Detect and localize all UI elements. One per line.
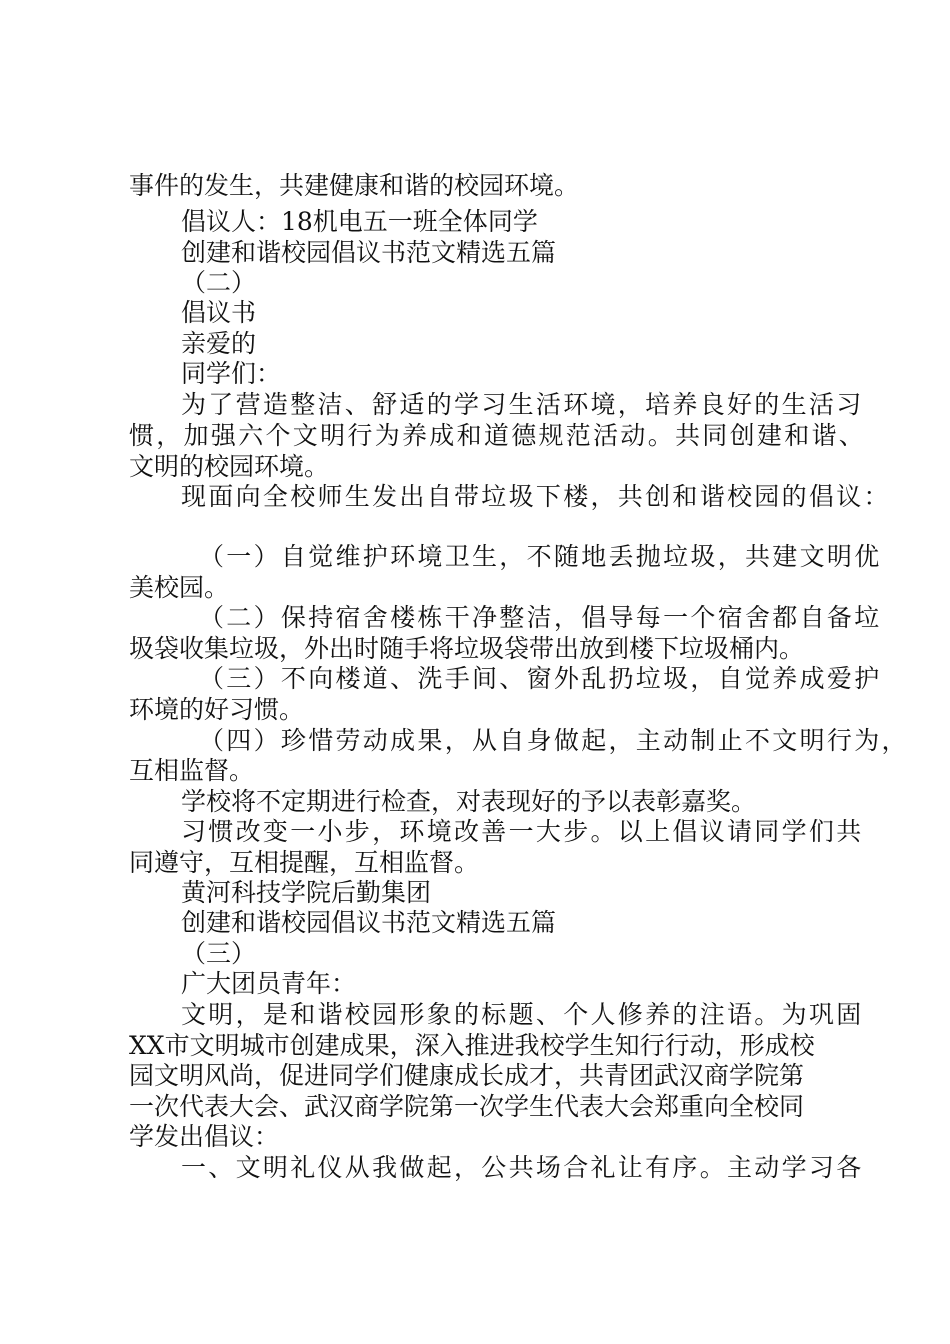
text-line: 倡议人：18机电五一班全体同学 — [181, 207, 538, 236]
text-line: 惯，加强六个文明行为养成和道德规范活动。共同创建和谐、 — [129, 421, 867, 450]
text-line: （一）自觉维护环境卫生，不随地丢抛垃圾，共建文明优 — [199, 542, 882, 571]
text-line: （三）不向楼道、洗手间、窗外乱扔垃圾，自觉养成爱护 — [199, 664, 882, 693]
text-line: 广大团员青年： — [181, 969, 357, 998]
text-line: 亲爱的 — [181, 329, 257, 358]
text-line: （四）珍惜劳动成果，从自身做起，主动制止不文明行为， — [199, 726, 909, 755]
text-line: XX市文明城市创建成果，深入推进我校学生知行行动，形成校 — [129, 1031, 815, 1060]
text-line: 倡议书 — [181, 298, 257, 327]
text-line: 事件的发生，共建健康和谐的校园环境。 — [129, 171, 580, 200]
text-line: 同遵守，互相提醒，互相监督。 — [129, 848, 480, 877]
text-line: 园文明风尚，促进同学们健康成长成才，共青团武汉商学院第 — [129, 1061, 805, 1090]
text-line: 为了营造整洁、舒适的学习生活环境，培养良好的生活习 — [181, 390, 864, 419]
text-line: 创建和谐校园倡议书范文精选五篇 — [181, 908, 557, 937]
text-line: 学发出倡议： — [129, 1122, 280, 1151]
text-line: 文明，是和谐校园形象的标题、个人修养的注语。为巩固 — [181, 1000, 864, 1029]
text-line: 互相监督。 — [129, 756, 255, 785]
text-line: 一次代表大会、武汉商学院第一次学生代表大会郑重向全校同 — [129, 1092, 805, 1121]
text-line: 一、文明礼仪从我做起，公共场合礼让有序。主动学习各 — [181, 1153, 864, 1182]
text-line: 现面向全校师生发出自带垃圾下楼，共创和谐校园的倡议： — [181, 482, 891, 511]
text-line: 美校园。 — [129, 573, 230, 602]
text-line: 黄河科技学院后勤集团 — [181, 878, 432, 907]
text-line: 环境的好习惯。 — [129, 695, 305, 724]
text-line: 习惯改变一小步，环境改善一大步。以上倡议请同学们共 — [181, 817, 864, 846]
text-line: （二） — [181, 268, 257, 297]
text-line: 同学们： — [181, 359, 282, 388]
text-line: 创建和谐校园倡议书范文精选五篇 — [181, 238, 557, 267]
text-line: 文明的校园环境。 — [129, 452, 330, 481]
text-line: 圾袋收集垃圾，外出时随手将垃圾袋带出放到楼下垃圾桶内。 — [129, 634, 805, 663]
text-line: （二）保持宿舍楼栋干净整洁，倡导每一个宿舍都自备垃 — [199, 603, 882, 632]
text-line: （三） — [181, 939, 257, 968]
text-line: 学校将不定期进行检查，对表现好的予以表彰嘉奖。 — [181, 787, 757, 816]
